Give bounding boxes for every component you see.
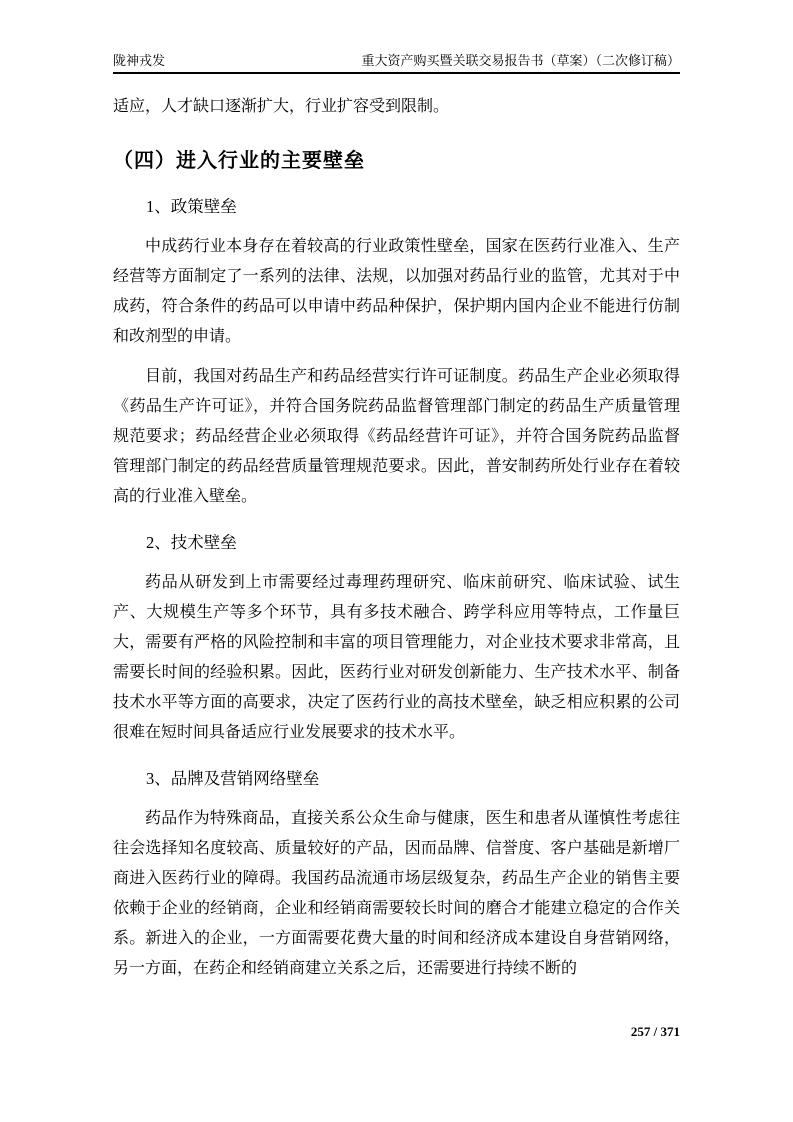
subsection-heading-brand-network: 3、品牌及营销网络壁垒 <box>146 769 320 788</box>
paragraph: 药品作为特殊商品，直接关系公众生命与健康，医生和患者从谨慎性考虑往往会选择知名度较高、质量较好的产品，因而品牌、信誉度、客户基础是新增厂商进入医药行业的障碍。我国药品流通市场层级复杂，药品生产企业的销售主要依赖于企业的经销商，企业和经销商需要较长时间的磨合才能建立稳定的合作关系。新进入的企业，一方面需要花费大量的时间和经济成本建设自身营销网络，另一方面，在药企和经销商建立关系之后，还需要进行持续不断的 <box>113 810 680 977</box>
paragraph: 药品从研发到上市需要经过毒理药理研究、临床前研究、临床试验、试生产、大规模生产等多个环节，具有多技术融合、跨学科应用等特点，工作量巨大，需要有严格的风险控制和丰富的项目管理能力，对企业技术要求非常高，且需要长时间的经验积累。因此，医药行业对研发创新能力、生产技术水平、制备技术水平等方面的高要求，决定了医药行业的高技术壁垒，缺乏相应积累的公司很难在短时间具备适应行业发展要求的技术水平。 <box>113 574 680 741</box>
page-number: 257 / 371 <box>630 1024 680 1039</box>
subsection-heading-policy: 1、政策壁垒 <box>146 197 237 216</box>
subsection-heading-technology: 2、技术壁垒 <box>146 533 237 552</box>
page-header <box>113 0 680 74</box>
header-report-title: 重大资产购买暨关联交易报告书（草案）（二次修订稿） <box>361 53 680 68</box>
section-heading: （四）进入行业的主要壁垒 <box>113 150 365 172</box>
paragraph: 目前，我国对药品生产和药品经营实行许可证制度。药品生产企业必须取得《药品生产许可证》，并符合国务院药品监督管理部门制定的药品生产质量管理规范要求；药品经营企业必须取得《药品经营许可证》，并符合国务院药品监督管理部门制定的药品经营质量管理规范要求。因此，普安制药所处行业存在着较高的行业准入壁垒。 <box>113 368 680 505</box>
header-company-name: 陇神戎发 <box>113 53 166 68</box>
page-body <box>113 76 680 984</box>
intro-paragraph: 适应，人才缺口逐渐扩大，行业扩容受到限制。 <box>113 98 450 115</box>
paragraph: 中成药行业本身存在着较高的行业政策性壁垒，国家在医药行业准入、生产经营等方面制定了一系列的法律、法规，以加强对药品行业的监管，尤其对于中成药，符合条件的药品可以申请中药品种保护，保护期内国内企业不能进行仿制和改剂型的申请。 <box>113 238 680 345</box>
